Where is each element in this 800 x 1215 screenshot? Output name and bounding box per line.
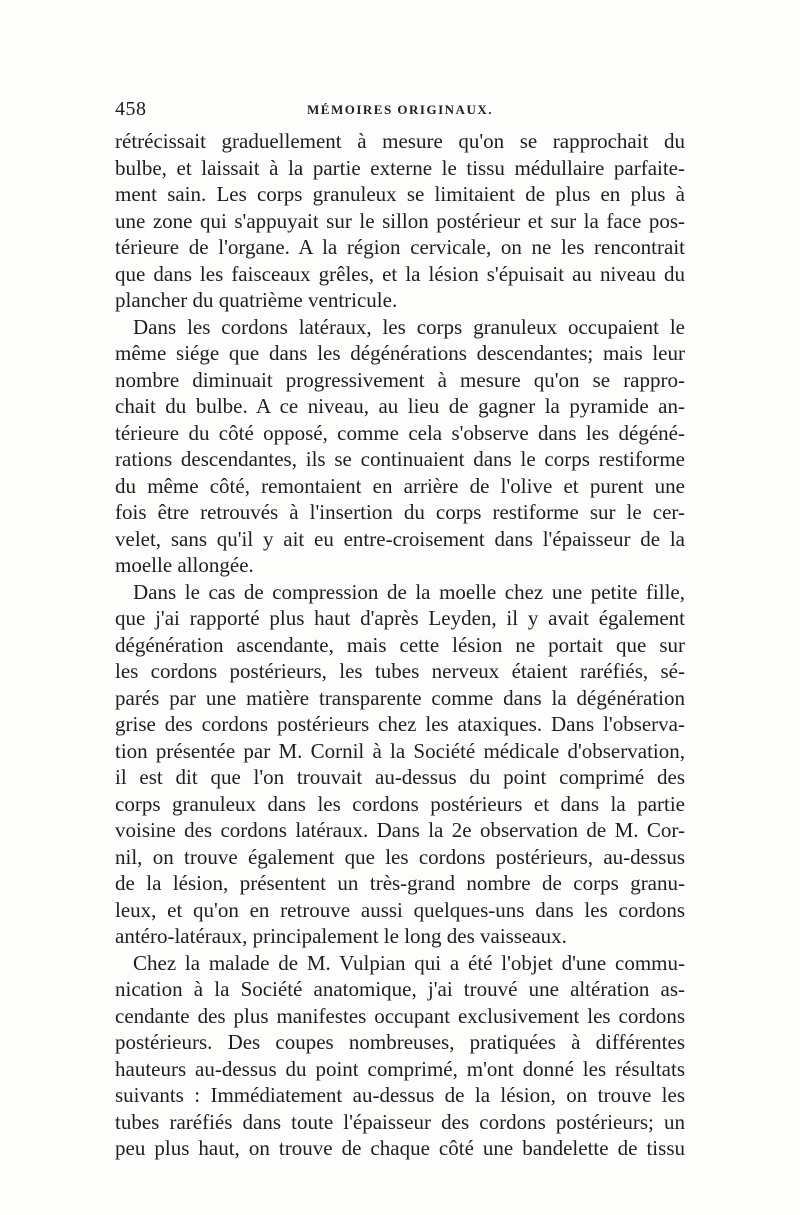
- text-line: nil, on trouve également que les cordons postérieurs, au-dessus: [115, 844, 685, 869]
- paragraph-first-line: Chez la malade de M. Vulpian qui a été l'objet d'une commu-: [133, 950, 685, 975]
- paragraph-first-line: Dans le cas de compression de la moelle chez une petite fille,: [133, 579, 685, 604]
- text-line: rations descendantes, ils se continuaient dans le corps restiforme: [115, 447, 685, 471]
- text-line: que j'ai rapporté plus haut d'après Leyden, il y avait également: [115, 606, 685, 630]
- text-line: ment sain. Les corps granuleux se limitaient de plus en plus à: [115, 182, 685, 206]
- text-line: moelle allongée.: [115, 553, 254, 577]
- text-line: postérieurs. Des coupes nombreuses, pratiquées à différentes: [115, 1030, 685, 1054]
- text-line: chait du bulbe. A ce niveau, au lieu de gagner la pyramide an-: [115, 394, 685, 418]
- text-line: leux, et qu'on en retrouve aussi quelques-uns dans les cordons: [115, 897, 685, 922]
- text-line: de la lésion, présentent un très-grand nombre de corps granu-: [115, 871, 685, 895]
- text-line: corps granuleux dans les cordons postérieurs et dans la partie: [115, 791, 685, 816]
- text-line: nombre diminuait progressivement à mesure qu'on se rappro-: [115, 367, 685, 392]
- text-line: antéro-latéraux, principalement le long des vaisseaux.: [115, 924, 567, 948]
- text-line: nication à la Société anatomique, j'ai trouvé une altération as-: [115, 977, 685, 1001]
- text-line: tion présentée par M. Cornil à la Société médicale d'observation,: [115, 738, 685, 763]
- text-line: une zone qui s'appuyait sur le sillon postérieur et sur la face pos-: [115, 208, 685, 233]
- text-line: du même côté, remontaient en arrière de l'olive et purent une: [115, 473, 685, 498]
- text-line: suivants : Immédiatement au-dessus de la lésion, on trouve les: [115, 1083, 685, 1107]
- page-header: [115, 98, 685, 122]
- text-line: rétrécissait graduellement à mesure qu'on se rapprochait du: [115, 129, 685, 153]
- text-line: grise des cordons postérieurs chez les ataxiques. Dans l'observa-: [115, 712, 685, 736]
- text-line: bulbe, et laissait à la partie externe le tissu médullaire parfaite-: [115, 155, 685, 180]
- text-line: il est dit que l'on trouvait au-dessus du point comprimé des: [115, 765, 685, 789]
- body-text: [115, 128, 685, 1162]
- running-head: MÉMOIRES ORIGINAUX.: [307, 102, 493, 117]
- text-line: dégénération ascendante, mais cette lésion ne portait que sur: [115, 632, 685, 657]
- text-line: velet, sans qu'il y ait eu entre-croisement dans l'épaisseur de la: [115, 526, 685, 551]
- text-line: tubes raréfiés dans toute l'épaisseur des cordons postérieurs; un: [115, 1109, 685, 1134]
- text-line: plancher du quatrième ventricule.: [115, 288, 398, 312]
- text-line: les cordons postérieurs, les tubes nerveux étaient raréfiés, sé-: [115, 659, 685, 683]
- paragraph-first-line: Dans les cordons latéraux, les corps granuleux occupaient le: [133, 314, 685, 339]
- text-line: même siége que dans les dégénérations descendantes; mais leur: [115, 341, 685, 365]
- text-line: cendante des plus manifestes occupant exclusivement les cordons: [115, 1003, 685, 1028]
- text-line: térieure du côté opposé, comme cela s'observe dans les dégéné-: [115, 420, 685, 445]
- text-line: parés par une matière transparente comme dans la dégénération: [115, 685, 685, 710]
- text-line: hauteurs au-dessus du point comprimé, m'ont donné les résultats: [115, 1056, 685, 1081]
- text-line: térieure de l'organe. A la région cervicale, on ne les rencontrait: [115, 235, 685, 259]
- text-line: fois être retrouvés à l'insertion du corps restiforme sur le cer-: [115, 500, 685, 524]
- text-line: que dans les faisceaux grêles, et la lésion s'épuisait au niveau du: [115, 261, 685, 286]
- page-number: 458: [115, 98, 147, 120]
- text-line: peu plus haut, on trouve de chaque côté une bandelette de tissu: [115, 1136, 685, 1160]
- text-line: voisine des cordons latéraux. Dans la 2e observation de M. Cor-: [115, 818, 685, 842]
